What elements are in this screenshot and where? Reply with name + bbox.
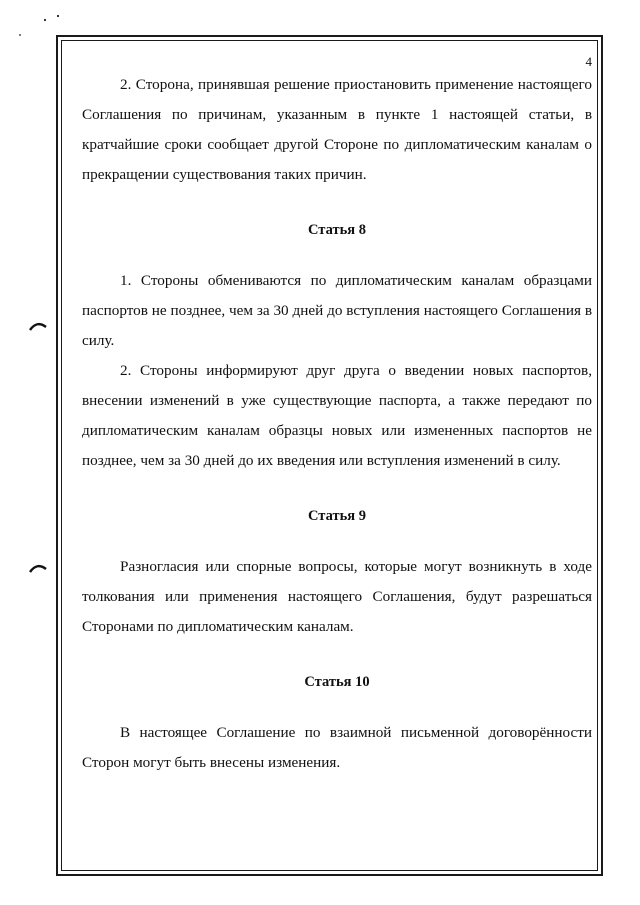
- paragraph-article7-item2: 2. Сторона, принявшая решение приостановить применение настоящего Соглашения по причинам, указанным в пункте 1 настоящей статьи, в кратчайшие сроки сообщает другой Стороне по дипломатическим каналам о прекращении существования таких причин.: [82, 76, 592, 183]
- paragraph-article10: В настоящее Соглашение по взаимной письменной договорённости Сторон могут быть внесены изменения.: [82, 724, 592, 771]
- punch-hole-mark: [30, 324, 46, 330]
- document-body: [82, 70, 592, 778]
- punch-hole-mark: [30, 566, 46, 572]
- article-9-heading: Статья 9: [308, 508, 366, 524]
- article-10-heading: Статья 10: [304, 674, 370, 690]
- article-8-heading: Статья 8: [308, 222, 366, 238]
- paragraph-article9: Разногласия или спорные вопросы, которые могут возникнуть в ходе толкования или применения настоящего Соглашения, будут разрешаться Сторонами по дипломатическим каналам.: [82, 558, 592, 635]
- scan-speck: [44, 19, 46, 21]
- paragraph-article8-item2: 2. Стороны информируют друг друга о введении новых паспортов, внесении изменений в уже существующие паспорта, а также передают по дипломатическим каналам образцы новых или измененных паспортов не позднее, чем за 30 дней до их введения или вступления изменений в силу.: [82, 362, 592, 469]
- paragraph-article8-item1: 1. Стороны обмениваются по дипломатическим каналам образцами паспортов не позднее, чем за 30 дней до вступления настоящего Соглашения в силу.: [82, 272, 592, 349]
- page-number: 4: [585, 54, 592, 69]
- scan-speck: [57, 15, 59, 17]
- scan-speck: [19, 34, 21, 36]
